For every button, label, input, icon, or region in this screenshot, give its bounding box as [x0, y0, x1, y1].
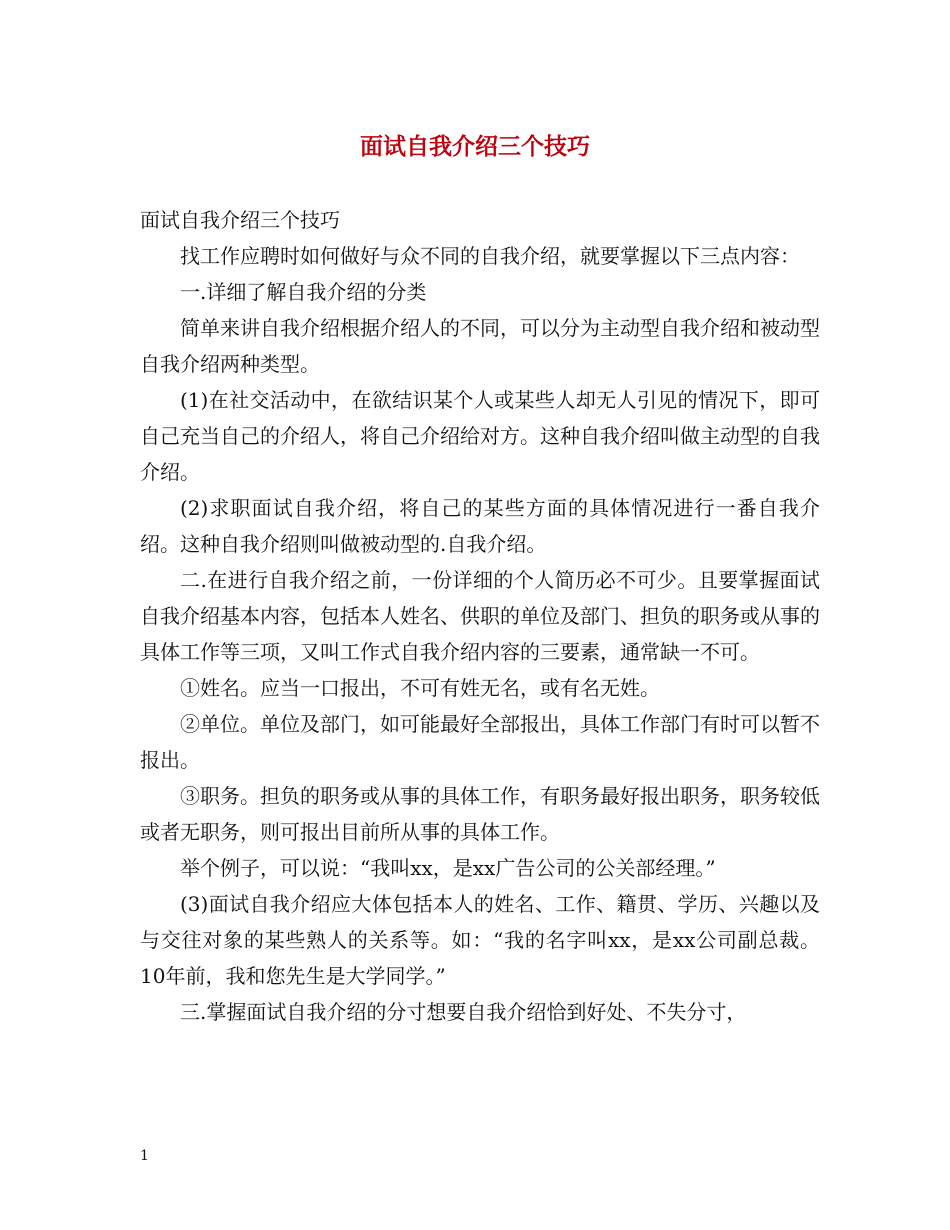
paragraph-name: ①姓名。应当一口报出，不可有姓无名，或有名无姓。 [180, 676, 660, 700]
document-title: 面试自我介绍三个技巧 [360, 133, 590, 160]
paragraph-example: 举个例子，可以说：“我叫xx，是xx广告公司的公关部经理。” [180, 856, 716, 880]
paragraph-position: ③职务。担负的职务或从事的具体工作，有职务最好报出职务，职务较低或者无职务，则可报出目前所从事的具体工作。 [140, 784, 820, 844]
paragraph-heading: 面试自我介绍三个技巧 [140, 208, 340, 232]
paragraph-item-1: (1)在社交活动中，在欲结识某个人或某些人却无人引见的情况下，即可自己充当自己的介绍人，将自己介绍给对方。这种自我介绍叫做主动型的自我介绍。 [140, 388, 820, 484]
paragraph-section-1-text: 简单来讲自我介绍根据介绍人的不同，可以分为主动型自我介绍和被动型自我介绍两种类型。 [140, 316, 820, 376]
paragraph-intro: 找工作应聘时如何做好与众不同的自我介绍，就要掌握以下三点内容： [180, 244, 800, 268]
paragraph-section-3: 三.掌握面试自我介绍的分寸想要自我介绍恰到好处、不失分寸， [180, 1000, 747, 1024]
paragraph-unit: ②单位。单位及部门，如可能最好全部报出，具体工作部门有时可以暂不报出。 [140, 712, 820, 772]
page-number: 1 [140, 1148, 149, 1164]
paragraph-item-3: (3)面试自我介绍应大体包括本人的姓名、工作、籍贯、学历、兴趣以及与交往对象的某些熟人的关系等。如：“我的名字叫xx，是xx公司副总裁。10年前，我和您先生是大学同学。” [140, 892, 820, 988]
paragraph-section-2: 二.在进行自我介绍之前，一份详细的个人简历必不可少。且要掌握面试自我介绍基本内容，包括本人姓名、供职的单位及部门、担负的职务或从事的具体工作等三项，又叫工作式自我介绍内容的三要素，通常缺一不可。 [140, 568, 820, 664]
paragraph-section-1-heading: 一.详细了解自我介绍的分类 [180, 280, 427, 304]
paragraph-item-2: (2)求职面试自我介绍，将自己的某些方面的具体情况进行一番自我介绍。这种自我介绍则叫做被动型的.自我介绍。 [140, 496, 820, 556]
document-body [140, 202, 820, 1030]
